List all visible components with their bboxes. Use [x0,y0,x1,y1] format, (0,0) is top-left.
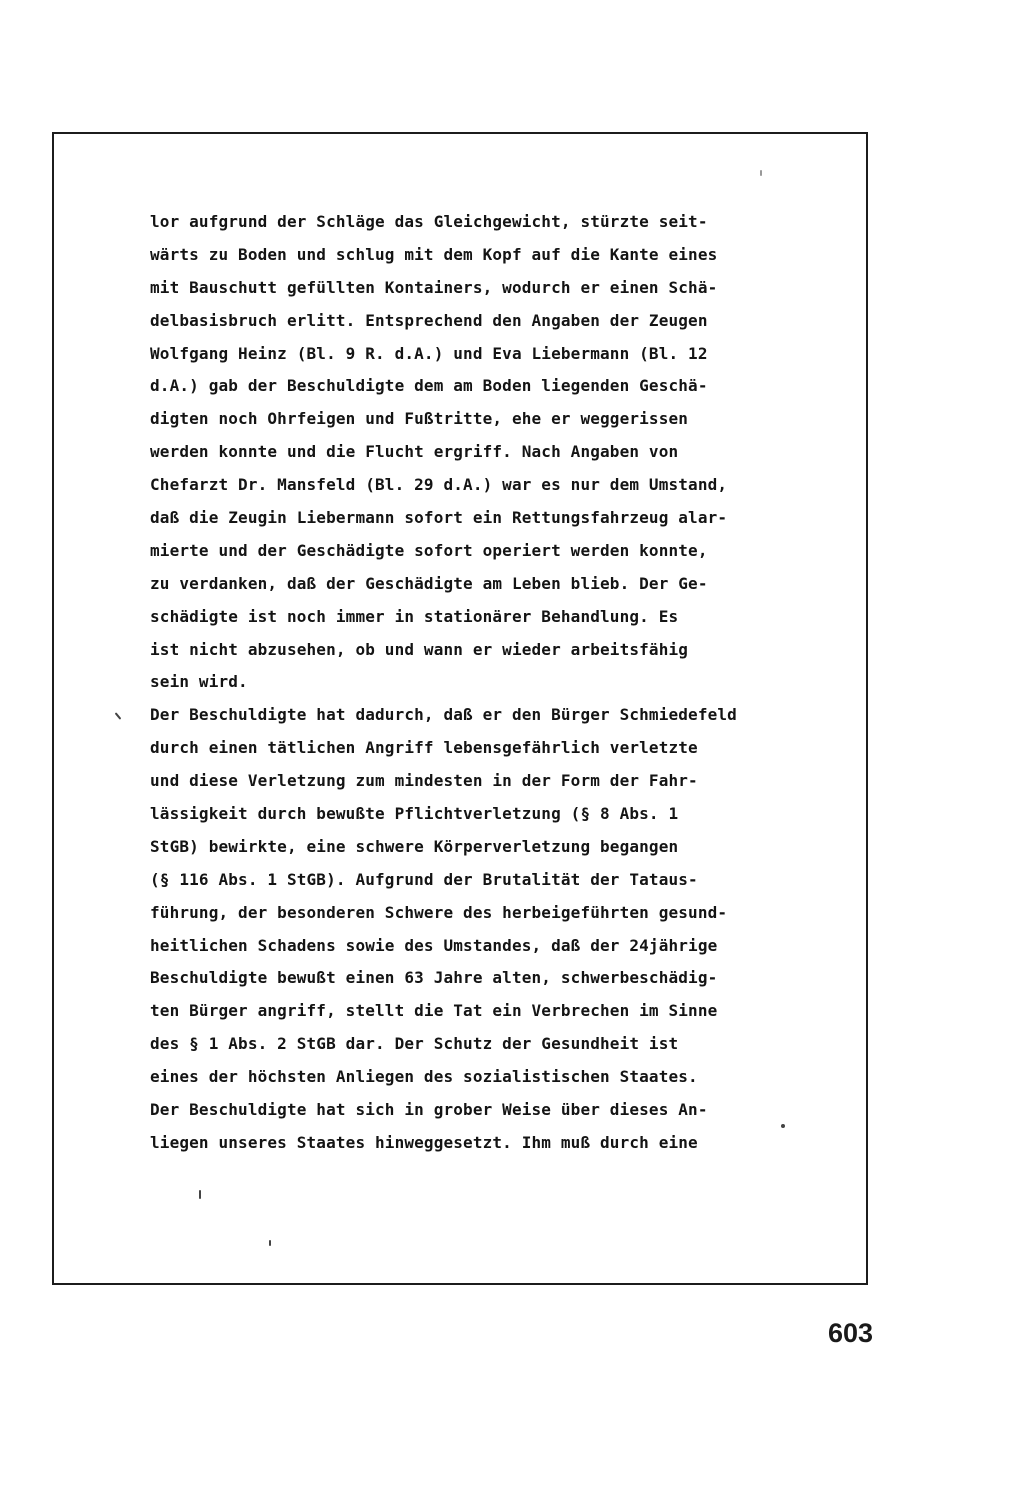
text-line: Der Beschuldigte hat sich in grober Weise über dieses An- [150,1100,708,1120]
text-line: StGB) bewirkte, eine schwere Körperverletzung begangen [150,836,679,856]
text-line: Chefarzt Dr. Mansfeld (Bl. 29 d.A.) war es nur dem Umstand, [150,475,728,495]
text-line: daß die Zeugin Liebermann sofort ein Rettungsfahrzeug alar- [150,508,728,528]
page-number: 603 [828,1318,874,1348]
text-line: digten noch Ohrfeigen und Fußtritte, ehe er weggerissen [150,409,689,429]
scan-speck [760,170,762,176]
text-line: zu verdanken, daß der Geschädigte am Leben blieb. Der Ge- [150,573,708,593]
text-line: und diese Verletzung zum mindesten in der Form der Fahr- [150,771,698,791]
text-line: schädigte ist noch immer in stationärer Behandlung. Es [150,606,679,626]
text-line: Der Beschuldigte hat dadurch, daß er den Bürger Schmiedefeld [150,705,737,725]
typed-text-block [150,206,790,1160]
text-line: lässigkeit durch bewußte Pflichtverletzung (§ 8 Abs. 1 [150,804,679,824]
text-line: wärts zu Boden und schlug mit dem Kopf auf die Kante eines [150,244,718,264]
text-line: führung, der besonderen Schwere des herbeigeführten gesund- [150,902,728,922]
text-line: mit Bauschutt gefüllten Kontainers, wodurch er einen Schä- [150,277,718,297]
text-line: mierte und der Geschädigte sofort operiert werden konnte, [150,540,708,560]
text-line: heitlichen Schadens sowie des Umstandes, daß der 24jährige [150,935,718,955]
text-line: Wolfgang Heinz (Bl. 9 R. d.A.) und Eva Liebermann (Bl. 12 [150,343,708,363]
text-line: liegen unseres Staates hinweggesetzt. Ihm muß durch eine [150,1132,698,1152]
text-line: d.A.) gab der Beschuldigte dem am Boden liegenden Geschä- [150,376,708,396]
text-line: eines der höchsten Anliegen des sozialistischen Staates. [150,1067,698,1087]
text-line: durch einen tätlichen Angriff lebensgefährlich verletzte [150,738,698,758]
scan-speck [781,1124,785,1128]
scan-speck [199,1190,201,1199]
text-line: Beschuldigte bewußt einen 63 Jahre alten, schwerbeschädig- [150,968,718,988]
scan-speck [269,1240,271,1246]
text-line: sein wird. [150,672,248,692]
text-line: ist nicht abzusehen, ob und wann er wieder arbeitsfähig [150,639,689,659]
text-line: delbasisbruch erlitt. Entsprechend den Angaben der Zeugen [150,310,708,330]
text-line: (§ 116 Abs. 1 StGB). Aufgrund der Brutalität der Tataus- [150,869,698,889]
text-line: lor aufgrund der Schläge das Gleichgewicht, stürzte seit- [150,212,708,231]
text-line: des § 1 Abs. 2 StGB dar. Der Schutz der Gesundheit ist [150,1034,679,1054]
text-line: ten Bürger angriff, stellt die Tat ein Verbrechen im Sinne [150,1001,718,1021]
text-line: werden konnte und die Flucht ergriff. Nach Angaben von [150,442,679,462]
